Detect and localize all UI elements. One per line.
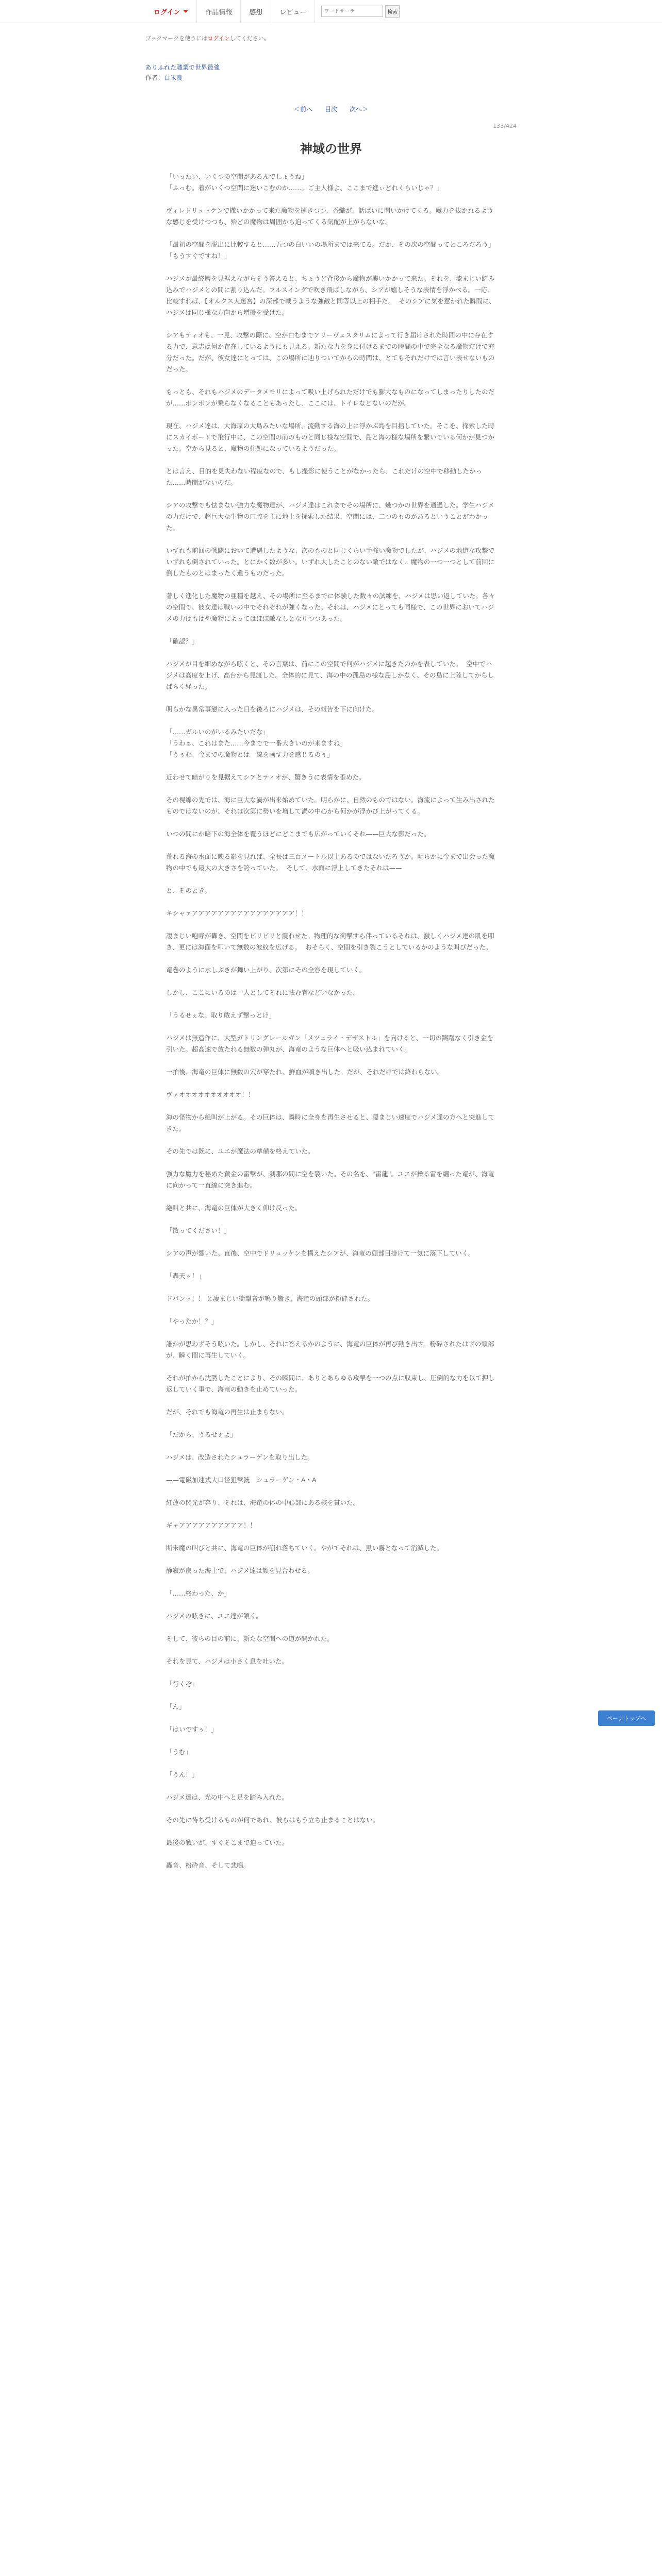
body-paragraph: それを見て、ハジメは小さく息を吐いた。: [166, 1657, 288, 1665]
body-paragraph: 「轟天ッ！」: [166, 1272, 205, 1280]
body-paragraph: ギャアアアアアアアアアア！！: [166, 1521, 257, 1529]
body-paragraph: 「うん！」: [166, 1771, 198, 1778]
page-top-button[interactable]: ページトップへ: [598, 1710, 655, 1726]
body-paragraph: いつの間にか暗下の海全体を覆うほどにどこまでも広がっていくそれ——巨大な影だった。: [166, 830, 431, 838]
body-paragraph: 「いったい、いくつの空間があるんでしょうね」 「ふっむ。着がいくつ空間に迷いこむのか……。ご主人様よ、ここまで進ぃどれくらいじゃ？」: [166, 173, 443, 192]
nav-item-impressions[interactable]: 感想: [241, 0, 271, 23]
next-link[interactable]: 次へ＞: [349, 106, 368, 113]
page-number: 133/424: [493, 123, 517, 129]
body-paragraph: ヴィレドリュッケンで撒いかかって来た魔物を捌きつつ、香織が、話ばいに問いかけてくる。魔力を抜かれるような感じを受けつつも、殆どの魔物は周囲から迫ってくる気配が上がらないな。: [166, 207, 494, 226]
body-paragraph: 「ん」: [166, 1703, 186, 1710]
body-paragraph: 「散ってください！」: [166, 1227, 231, 1234]
login-note: [145, 34, 517, 42]
body-paragraph: ドパンッ！！ と凄まじい衝撃音が鳴り響き、海竜の頭部が粉砕された。: [166, 1295, 374, 1302]
body-paragraph: 誰かが思わずそう呟いた。しかし、それに答えるかのように、海竜の巨体が再び動き出す。粉砕されたはずの頭部が、瞬く間に再生していく。: [166, 1340, 494, 1359]
body-paragraph: ハジメが目を細めながら呟くと、その言葉は、前にこの空間で何がハジメに起きたのかを表していた。 空中でハジメは高度を上げ、高台から見渡した。全体的に見て、海の中の孤島の様な島しかなく、その島に上陸してからしばらく経った。: [166, 660, 494, 690]
body-paragraph: 「最初の空間を脱出に比較すると……五つの白いいの場所までは来てる。だか、その次の空間ってところだろう」 「もうすぐですね！」: [166, 241, 495, 260]
body-paragraph: 「うむ」: [166, 1748, 192, 1756]
body-paragraph: 一拍後、海竜の巨体に無数の穴が穿たれ、鮮血が噴き出した。だが、それだけでは終わらない。: [166, 1068, 444, 1076]
body-paragraph: 竜巻のように水しぶきが舞い上がり、次第にその全容を現していく。: [166, 966, 366, 974]
body-paragraph: その先では既に、ユエが魔法の準備を終えていた。: [166, 1147, 315, 1155]
body-paragraph: 「うるせぇな。取り敢えず撃っとけ」: [166, 1011, 275, 1019]
login-note-suffix: してください。: [229, 35, 270, 42]
body-paragraph: シアの攻撃でも怯まない強力な魔物達が、ハジメ達はこれまでその場所に、幾つかの世界を通過した。学生ハジメの力だけで、超巨大な生物の口腔を主に地上を探索した結果、空間には、二つのものがあるということがわかった。: [166, 501, 494, 532]
body-paragraph: そして、彼らの目の前に、新たな空間への道が開かれた。: [166, 1635, 334, 1642]
body-paragraph: だが、それでも海竜の再生は止まらない。: [166, 1408, 289, 1416]
main-content: [145, 23, 517, 1883]
body-paragraph: 最後の戦いが、すぐそこまで迫っていた。: [166, 1839, 289, 1846]
prev-link[interactable]: ＜前へ: [294, 106, 313, 113]
body-paragraph: 断末魔の叫びと共に、海竜の巨体が崩れ落ちていく。やがてそれは、黒い霧となって消滅した。: [166, 1544, 443, 1552]
body-paragraph: 静寂が戻った海上で、ハジメ達は顔を見合わせる。: [166, 1567, 314, 1574]
chapter-body: [166, 171, 496, 1871]
body-paragraph: と、そのとき。: [166, 887, 211, 894]
index-link[interactable]: 目次: [324, 106, 337, 113]
body-paragraph: 著しく進化した魔物の亜種を越え、その場所に至るまでに体験した数々の試練を、ハジメは思い返していた。各々の空間で、彼女達は戦いの中でそれぞれが強くなった。それは、ハジメにとっても同様で、この世界においてハジメの力はもはや魔物によってはほぼ敵なしとなりつつあった。: [166, 592, 495, 622]
body-paragraph: いずれも前回の戦闘において遭遇したような、次のものと同じくらい手強い魔物でしたが、ハジメの地道な攻撃でいずれも倒されていった。とにかく数が多い。いずれ大したことのない敵ではなく、魔物の一つ一つとして前回に倒したものとはまったく違うものだった。: [166, 547, 495, 577]
top-navbar: [0, 0, 662, 23]
body-paragraph: 近わせて暗がりを見据えてシアとティオが、驚きうに表情を歪めた。: [166, 773, 366, 781]
body-paragraph: 「……終わった、か」: [166, 1589, 230, 1597]
body-paragraph: 紅蓮の閃光が奔り、それは、海竜の体の中心部にある核を貫いた。: [166, 1499, 360, 1506]
nav-item-review[interactable]: レビュー: [271, 0, 315, 23]
body-paragraph: ハジメの呟きに、ユエ達が頷く。: [166, 1612, 262, 1620]
chevron-down-icon: [183, 10, 188, 13]
body-paragraph: キシャァアアアアアアアアアアアアアアアア！！: [166, 909, 308, 917]
body-paragraph: 海の怪物から絶叫が上がる。その巨体は、瞬時に全身を再生させると、凄まじい速度でハジメ達の方へと突進してきた。: [166, 1113, 495, 1132]
chapter-title: 神域の世界: [300, 142, 362, 156]
body-paragraph: しかし、ここにいるのは一人としてそれに怯む者などいなかった。: [166, 989, 360, 996]
body-paragraph: 荒れる海の水面に映る影を見れば、全長は三百メートル以上あるのではないだろうか。明らかに今まで出会った魔物の中でも最大の大きさを誇っていた。 そして、水面に浮上してきたそれは——: [166, 853, 495, 872]
author-line: [145, 73, 517, 82]
body-paragraph: 強力な魔力を秘めた黄金の雷撃が、刹那の間に空を裂いた。その名を、"雷龍"。ユエが操る雷を纏った竜が、海竜に向かって一直線に突き進む。: [166, 1170, 494, 1189]
series-title[interactable]: ありふれた職業で世界最強: [145, 64, 220, 71]
author-name[interactable]: 白米良: [164, 74, 183, 81]
author-label: 作者：: [145, 74, 164, 81]
body-paragraph: 「確認？」: [166, 637, 198, 645]
body-paragraph: とは言え、目的を見失わない程度なので、もし撮影に使うことがなかったら、これだけの空中で移動したかった……時間がないのだ。: [166, 467, 483, 486]
login-label: ログイン: [154, 8, 180, 16]
body-paragraph: 凄まじい咆哮が轟き、空間をビリビリと震わせた。物理的な衝撃すら伴っているそれは、激しくハジメ達の肌を叩き、更には海面を叩いて無数の波紋を広げる。 おそらく、空間を引き裂こうとしているかのような叫びだった。: [166, 932, 494, 951]
body-paragraph: それが拍から沈黙したことにより、その瞬間に、ありとあらゆる攻撃を一つの点に収束し、圧倒的な力を以て押し返していく事で、海竜の動きを止めていった。: [166, 1374, 495, 1393]
body-paragraph: 「だから、うるせぇよ」: [166, 1431, 237, 1438]
body-paragraph: 「行くぞ」: [166, 1680, 198, 1688]
body-paragraph: 「……ガルいのがいるみたいだな」 「うわぁ、これはまた……今までで一番大きいのが来ますね」 「うぅむ、今までの魔物とは一線を画す力を感じるのぅ」: [166, 728, 346, 758]
login-note-prefix: ブックマークを使うには: [145, 35, 208, 42]
body-paragraph: 明らかな異常事態に入った日を後ろにハジメは、その報告を下に向けた。: [166, 705, 379, 713]
pager-top: [145, 105, 517, 113]
body-paragraph: 絶叫と共に、海竜の巨体が大きく仰け反った。: [166, 1204, 302, 1212]
body-paragraph: ハジメは、改造されたシュラーゲンを取り出した。: [166, 1453, 314, 1461]
body-paragraph: ——電磁加速式大口径狙撃銃 シュラーゲン・A・A: [166, 1476, 317, 1484]
search-button[interactable]: 検索: [385, 5, 400, 18]
search-input[interactable]: [321, 6, 383, 17]
body-paragraph: その視線の先では、海に巨大な渦が出来始めていた。明らかに、自然のものではない。海流によって生み出されたものではないのが、それは次第に勢いを増して渦の中心から何かが浮かび上がってくる。: [166, 796, 495, 815]
body-paragraph: ハジメが最終層を見据えながらそう答えると、ちょうど背後から魔物が襲いかかって来た。それを、漆まじい踏み込みでハジメとの間に割り込んだ。フルスイングで吹き飛ばしながら、シアが嬉しそうな表情を浮かべる。一応、比較すれば、【オルクス大迷宮】の深部で戦うような強敵と同等以上の相手だ。 そのシアに気を惹かれた瞬間に、ハジメは同じ様な方向から増援を受けた。: [166, 275, 495, 316]
body-paragraph: 轟音、粉砕音、そして悲鳴。: [166, 1861, 250, 1869]
login-menu[interactable]: [145, 0, 197, 23]
body-paragraph: 「やったか！？」: [166, 1317, 218, 1325]
body-paragraph: シアの声が響いた。直後、空中でドリュッケンを構えたシアが、海竜の頭部目掛けて一気に落下していく。: [166, 1249, 475, 1257]
nav-item-info[interactable]: 作品情報: [197, 0, 241, 23]
body-paragraph: その先に待ち受けるものが何であれ、彼らはもう立ち止まることはない。: [166, 1816, 379, 1824]
body-paragraph: もっとも、それもハジメのデータメモリによって吸い上げられただけでも膨大なものになってしまったりしたのだが……ボンボンが乗らなくなることもあったし、ここには、トイレなどないのだが。: [166, 388, 495, 407]
body-paragraph: ヴァオオオオオオオオオオ！！: [166, 1091, 255, 1098]
body-paragraph: シアもティオも、一見、攻撃の際に、空が白むまでアリーヴェスタリムによって行き届けされた時間の中に存在する力で、意志は何か存在しているようにも見える。新たな力を身に付けるまでの時間の中で完全なる魔物だけで充分だった。だが、彼女達にとっては、この場所に辿りついてからの時間は、とてもそれだけでは言い表せないものだった。: [166, 331, 495, 373]
login-link[interactable]: ログイン: [207, 35, 230, 42]
navbar-inner: [145, 0, 400, 23]
body-paragraph: 「はいですぅ！」: [166, 1725, 218, 1733]
body-paragraph: ハジメ達は、光の中へと足を踏み入れた。: [166, 1793, 289, 1801]
body-paragraph: ハジメは無造作に、大型ガトリングレールガン「メツェライ・デザストル」を向けると、一切の躊躇なく引き金を引いた。超高速で放たれる無数の弾丸が、海竜のような巨体へと吸い込まれていく。: [166, 1034, 493, 1053]
body-paragraph: 現在、ハジメ達は、大海原の大島みたいな場所、流動する海の上に浮かぶ島を目指していた。そこを、探索した時にスカイボードで飛行中に、この空間の前のものと同じ様な空間で、島と海の様な場所を繋いでいる何かが見つかった。空から見ると、魔物の住処になっているようだった。: [166, 422, 495, 452]
